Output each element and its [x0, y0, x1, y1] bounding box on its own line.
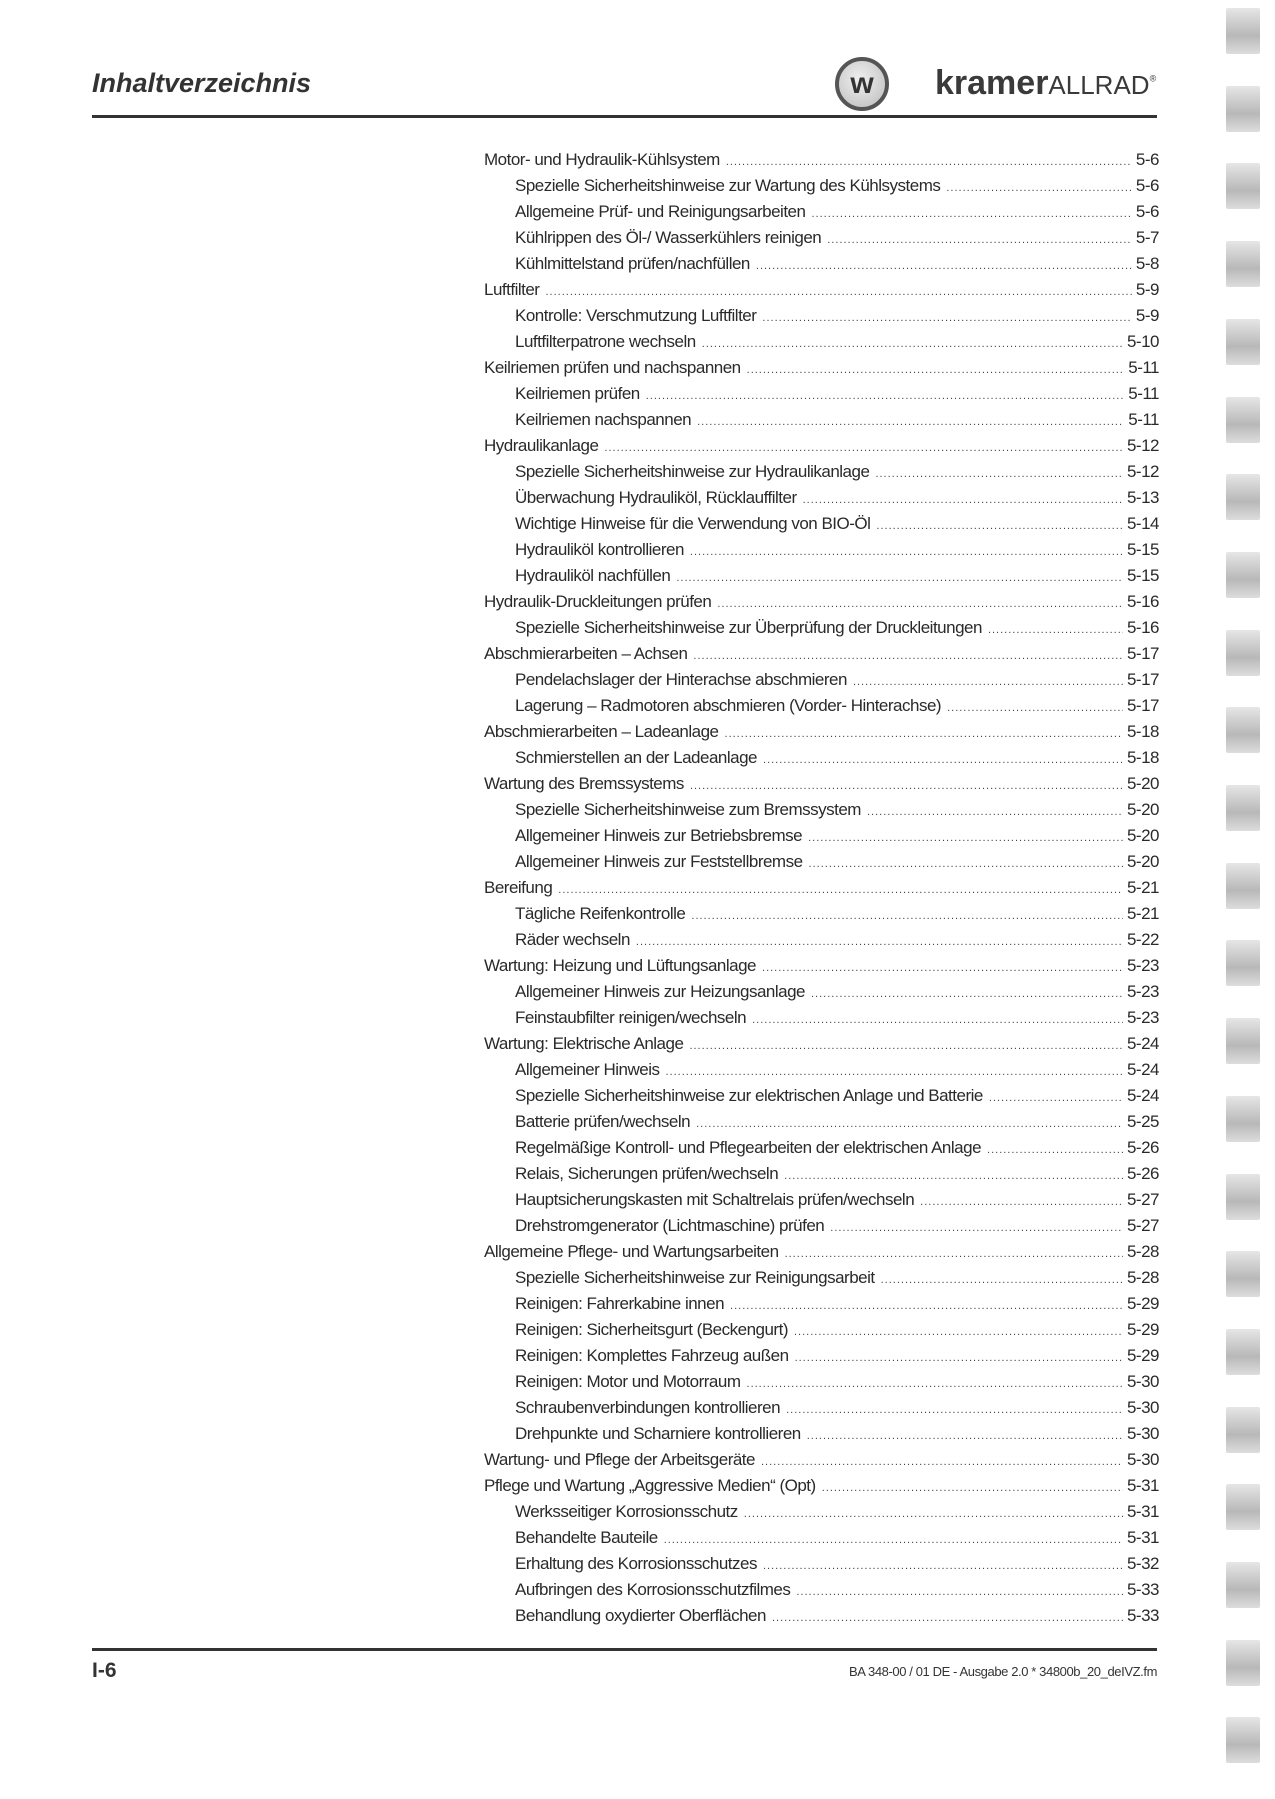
- binder-hole-tab: [1226, 1174, 1260, 1220]
- toc-entry[interactable]: [484, 254, 1159, 280]
- toc-entry-page: 5-21: [1126, 904, 1159, 923]
- toc-entry[interactable]: [484, 1476, 1159, 1502]
- toc-entry-page: 5-20: [1126, 826, 1159, 845]
- toc-entry-title: Werksseitiger Korrosionsschutz: [515, 1502, 738, 1521]
- binder-hole-tab: [1226, 707, 1260, 753]
- toc-entry-page: 5-20: [1126, 774, 1159, 793]
- toc-entry-page: 5-29: [1126, 1346, 1159, 1365]
- dot-leader: [811, 988, 1123, 1000]
- toc-entry-page: 5-17: [1126, 644, 1159, 663]
- dot-leader: [947, 702, 1123, 714]
- toc-entry-page: 5-33: [1126, 1606, 1159, 1625]
- brand-mark: ®: [1149, 73, 1157, 84]
- dot-leader: [796, 1586, 1123, 1598]
- toc-entry-title: Spezielle Sicherheitshinweise zur Überprüfung der Druckleitungen: [515, 618, 982, 637]
- toc-entry[interactable]: [484, 1320, 1159, 1346]
- dot-leader: [744, 1508, 1123, 1520]
- toc-entry-title: Drehpunkte und Scharniere kontrollieren: [515, 1424, 801, 1443]
- toc-entry-page: 5-6: [1135, 176, 1159, 195]
- toc-entry[interactable]: [484, 800, 1159, 826]
- toc-entry-title: Allgemeiner Hinweis zur Betriebsbremse: [515, 826, 803, 845]
- document-reference: BA 348-00 / 01 DE - Ausgabe 2.0 * 34800b_20_deIVZ.fm: [848, 1664, 1157, 1679]
- toc-entry-page: 5-16: [1126, 618, 1159, 637]
- dot-leader: [693, 650, 1123, 662]
- toc-entry[interactable]: [484, 904, 1159, 930]
- toc-entry-title: Keilriemen prüfen und nachspannen: [484, 358, 741, 377]
- dot-leader: [853, 676, 1123, 688]
- toc-entry-page: 5-26: [1126, 1164, 1159, 1183]
- dot-leader: [809, 858, 1123, 870]
- toc-entry-page: 5-17: [1126, 696, 1159, 715]
- toc-entry[interactable]: [484, 202, 1159, 228]
- toc-entry-title: Behandelte Bauteile: [515, 1528, 658, 1547]
- toc-entry[interactable]: [484, 1502, 1159, 1528]
- page-title: Inhaltverzeichnis: [92, 68, 312, 98]
- toc-entry[interactable]: [484, 280, 1159, 306]
- toc-entry-title: Reinigen: Motor und Motorraum: [515, 1372, 741, 1391]
- dot-leader: [747, 364, 1125, 376]
- toc-entry[interactable]: [484, 1424, 1159, 1450]
- binder-hole-tab: [1226, 940, 1260, 986]
- toc-entry-page: 5-12: [1126, 462, 1159, 481]
- toc-entry[interactable]: [484, 358, 1159, 384]
- toc-entry[interactable]: [484, 1372, 1159, 1398]
- dot-leader: [752, 1014, 1123, 1026]
- toc-entry-title: Kühlrippen des Öl-/ Wasserkühlers reinigen: [515, 228, 822, 247]
- table-of-contents: [484, 150, 1159, 1632]
- dot-leader: [730, 1300, 1123, 1312]
- toc-entry[interactable]: [484, 410, 1159, 436]
- toc-entry-page: 5-6: [1135, 150, 1159, 169]
- dot-leader: [807, 1430, 1123, 1442]
- dot-leader: [726, 156, 1132, 168]
- toc-entry[interactable]: [484, 488, 1159, 514]
- toc-entry-title: Bereifung: [484, 878, 553, 897]
- toc-entry-title: Hauptsicherungskasten mit Schaltrelais prüfen/wechseln: [515, 1190, 915, 1209]
- toc-entry[interactable]: [484, 436, 1159, 462]
- toc-entry[interactable]: [484, 1216, 1159, 1242]
- toc-entry-page: 5-23: [1126, 1008, 1159, 1027]
- toc-entry[interactable]: [484, 1060, 1159, 1086]
- dot-leader: [664, 1534, 1123, 1546]
- dot-leader: [989, 1092, 1123, 1104]
- toc-entry-title: Abschmierarbeiten – Ladeanlage: [484, 722, 719, 741]
- toc-entry[interactable]: [484, 176, 1159, 202]
- binder-hole-tab: [1226, 1640, 1260, 1686]
- toc-entry-page: 5-15: [1126, 540, 1159, 559]
- brand-name: [935, 64, 1156, 103]
- toc-entry-title: Wartung: Heizung und Lüftungsanlage: [484, 956, 757, 975]
- toc-entry-page: 5-17: [1126, 670, 1159, 689]
- toc-entry-page: 5-20: [1126, 800, 1159, 819]
- binder-hole-tab: [1226, 397, 1260, 443]
- toc-entry-page: 5-30: [1126, 1424, 1159, 1443]
- toc-entry[interactable]: [484, 722, 1159, 748]
- toc-entry[interactable]: [484, 514, 1159, 540]
- toc-entry[interactable]: [484, 1008, 1159, 1034]
- dot-leader: [676, 572, 1123, 584]
- toc-entry[interactable]: [484, 618, 1159, 644]
- header-rule: [92, 115, 1157, 118]
- toc-entry[interactable]: [484, 852, 1159, 878]
- toc-entry-title: Relais, Sicherungen prüfen/wechseln: [515, 1164, 779, 1183]
- toc-entry-title: Hydraulikanlage: [484, 436, 599, 455]
- toc-entry[interactable]: [484, 1398, 1159, 1424]
- toc-entry[interactable]: [484, 930, 1159, 956]
- toc-entry-title: Pflege und Wartung „Aggressive Medien“ (Opt): [484, 1476, 816, 1495]
- toc-entry[interactable]: [484, 982, 1159, 1008]
- toc-entry-page: 5-29: [1126, 1320, 1159, 1339]
- toc-entry[interactable]: [484, 1346, 1159, 1372]
- toc-entry-title: Keilriemen nachspannen: [515, 410, 692, 429]
- toc-entry[interactable]: [484, 1112, 1159, 1138]
- toc-entry-title: Überwachung Hydrauliköl, Rücklauffilter: [515, 488, 797, 507]
- binder-hole-tab: [1226, 552, 1260, 598]
- dot-leader: [920, 1196, 1123, 1208]
- footer-rule: [92, 1648, 1157, 1651]
- binder-hole-tab: [1226, 319, 1260, 365]
- toc-entry[interactable]: [484, 1580, 1159, 1606]
- toc-entry-page: 5-23: [1126, 956, 1159, 975]
- toc-entry[interactable]: [484, 384, 1159, 410]
- dot-leader: [697, 416, 1124, 428]
- toc-entry[interactable]: [484, 1242, 1159, 1268]
- binder-hole-tab: [1226, 8, 1260, 54]
- toc-entry-title: Keilriemen prüfen: [515, 384, 640, 403]
- toc-entry[interactable]: [484, 1190, 1159, 1216]
- binder-hole-tab: [1226, 1407, 1260, 1453]
- toc-entry-page: 5-6: [1135, 202, 1159, 221]
- toc-entry-page: 5-8: [1135, 254, 1159, 273]
- toc-entry-page: 5-27: [1126, 1190, 1159, 1209]
- toc-entry-page: 5-7: [1135, 228, 1159, 247]
- dot-leader: [763, 1560, 1123, 1572]
- toc-entry-title: Lagerung – Radmotoren abschmieren (Vorder- Hinterachse): [515, 696, 942, 715]
- toc-entry-page: 5-27: [1126, 1216, 1159, 1235]
- toc-entry-page: 5-18: [1126, 722, 1159, 741]
- toc-entry-title: Spezielle Sicherheitshinweise zur Reinigungsarbeit: [515, 1268, 875, 1287]
- dot-leader: [666, 1066, 1123, 1078]
- toc-entry-title: Regelmäßige Kontroll- und Pflegearbeiten der elektrischen Anlage: [515, 1138, 982, 1157]
- toc-entry-title: Hydraulik-Druckleitungen prüfen: [484, 592, 712, 611]
- toc-entry[interactable]: [484, 1554, 1159, 1580]
- dot-leader: [763, 754, 1123, 766]
- dot-leader: [808, 832, 1123, 844]
- toc-entry-page: 5-9: [1135, 280, 1159, 299]
- dot-leader: [604, 442, 1123, 454]
- toc-entry[interactable]: [484, 1606, 1159, 1632]
- toc-entry-title: Hydrauliköl kontrollieren: [515, 540, 684, 559]
- dot-leader: [987, 1144, 1123, 1156]
- toc-entry-page: 5-11: [1128, 358, 1159, 377]
- dot-leader: [811, 208, 1131, 220]
- dot-leader: [988, 624, 1123, 636]
- toc-entry-title: Spezielle Sicherheitshinweise zur Hydraulikanlage: [515, 462, 870, 481]
- toc-entry-page: 5-31: [1126, 1476, 1159, 1495]
- toc-entry[interactable]: [484, 774, 1159, 800]
- dot-leader: [646, 390, 1124, 402]
- toc-entry-page: 5-20: [1126, 852, 1159, 871]
- kramer-logo-icon: [835, 57, 889, 111]
- toc-entry-page: 5-24: [1126, 1060, 1159, 1079]
- toc-entry-title: Spezielle Sicherheitshinweise zur elektrischen Anlage und Batterie: [515, 1086, 983, 1105]
- toc-entry[interactable]: [484, 1086, 1159, 1112]
- binder-hole-tab: [1226, 1484, 1260, 1530]
- toc-entry-title: Allgemeiner Hinweis: [515, 1060, 660, 1079]
- toc-entry-page: 5-33: [1126, 1580, 1159, 1599]
- toc-entry-page: 5-29: [1126, 1294, 1159, 1313]
- dot-leader: [785, 1248, 1123, 1260]
- toc-entry-title: Drehstromgenerator (Lichtmaschine) prüfen: [515, 1216, 825, 1235]
- toc-entry-page: 5-11: [1128, 384, 1159, 403]
- toc-entry-page: 5-22: [1126, 930, 1159, 949]
- binder-hole-tab: [1226, 474, 1260, 520]
- toc-entry-title: Reinigen: Fahrerkabine innen: [515, 1294, 725, 1313]
- toc-entry[interactable]: [484, 748, 1159, 774]
- toc-entry-page: 5-31: [1126, 1528, 1159, 1547]
- toc-entry-page: 5-24: [1126, 1034, 1159, 1053]
- toc-entry-title: Kühlmittelstand prüfen/nachfüllen: [515, 254, 750, 273]
- toc-entry-page: 5-10: [1126, 332, 1159, 351]
- toc-entry-title: Feinstaubfilter reinigen/wechseln: [515, 1008, 747, 1027]
- dot-leader: [762, 312, 1132, 324]
- toc-entry[interactable]: [484, 592, 1159, 618]
- toc-entry[interactable]: [484, 1164, 1159, 1190]
- toc-entry-page: 5-30: [1126, 1372, 1159, 1391]
- logo-letter: w: [850, 67, 874, 100]
- binder-hole-tab: [1226, 86, 1260, 132]
- toc-entry[interactable]: [484, 1294, 1159, 1320]
- toc-entry-page: 5-28: [1126, 1268, 1159, 1287]
- binder-hole-tab: [1226, 1329, 1260, 1375]
- binder-hole-tab: [1226, 241, 1260, 287]
- toc-entry[interactable]: [484, 1450, 1159, 1476]
- dot-leader: [794, 1326, 1123, 1338]
- dot-leader: [876, 520, 1123, 532]
- toc-entry-title: Behandlung oxydierter Oberflächen: [515, 1606, 766, 1625]
- toc-entry[interactable]: [484, 228, 1159, 254]
- dot-leader: [827, 234, 1132, 246]
- toc-entry-title: Schraubenverbindungen kontrollieren: [515, 1398, 781, 1417]
- toc-entry[interactable]: [484, 1268, 1159, 1294]
- dot-leader: [717, 598, 1123, 610]
- toc-entry-title: Reinigen: Sicherheitsgurt (Beckengurt): [515, 1320, 788, 1339]
- dot-leader: [691, 910, 1123, 922]
- binder-hole-tab: [1226, 863, 1260, 909]
- dot-leader: [795, 1352, 1123, 1364]
- toc-entry-title: Erhaltung des Korrosionsschutzes: [515, 1554, 757, 1573]
- toc-entry-title: Wartung- und Pflege der Arbeitsgeräte: [484, 1450, 755, 1469]
- dot-leader: [762, 962, 1123, 974]
- binder-hole-tab: [1226, 1562, 1260, 1608]
- toc-entry[interactable]: [484, 696, 1159, 722]
- toc-entry[interactable]: [484, 462, 1159, 488]
- dot-leader: [690, 546, 1123, 558]
- toc-entry-page: 5-16: [1126, 592, 1159, 611]
- toc-entry-page: 5-25: [1126, 1112, 1159, 1131]
- toc-entry-page: 5-18: [1126, 748, 1159, 767]
- toc-entry-title: Allgemeine Prüf- und Reinigungsarbeiten: [515, 202, 806, 221]
- toc-entry-title: Wartung: Elektrische Anlage: [484, 1034, 684, 1053]
- binder-hole-tab: [1226, 630, 1260, 676]
- toc-entry-page: 5-14: [1126, 514, 1159, 533]
- toc-entry[interactable]: [484, 150, 1159, 176]
- dot-leader: [875, 468, 1123, 480]
- dot-leader: [545, 286, 1131, 298]
- dot-leader: [881, 1274, 1123, 1286]
- brand-bold: kramer: [935, 64, 1049, 102]
- toc-entry[interactable]: [484, 306, 1159, 332]
- binder-hole-tab: [1226, 1717, 1260, 1763]
- toc-entry-page: 5-15: [1126, 566, 1159, 585]
- toc-entry-page: 5-32: [1126, 1554, 1159, 1573]
- toc-entry-page: 5-21: [1126, 878, 1159, 897]
- dot-leader: [558, 884, 1123, 896]
- toc-entry-title: Luftfilterpatrone wechseln: [515, 332, 696, 351]
- toc-entry-page: 5-12: [1126, 436, 1159, 455]
- toc-entry[interactable]: [484, 1528, 1159, 1554]
- page-number: I-6: [92, 1659, 117, 1682]
- toc-entry-page: 5-30: [1126, 1398, 1159, 1417]
- toc-entry-title: Luftfilter: [484, 280, 540, 299]
- toc-entry-title: Spezielle Sicherheitshinweise zur Wartung des Kühlsystems: [515, 176, 941, 195]
- dot-leader: [690, 780, 1123, 792]
- toc-entry-title: Motor- und Hydraulik-Kühlsystem: [484, 150, 720, 169]
- dot-leader: [747, 1378, 1123, 1390]
- toc-entry-title: Schmierstellen an der Ladeanlage: [515, 748, 758, 767]
- toc-entry-page: 5-23: [1126, 982, 1159, 1001]
- toc-entry-title: Hydrauliköl nachfüllen: [515, 566, 671, 585]
- toc-entry[interactable]: [484, 540, 1159, 566]
- toc-entry[interactable]: [484, 1034, 1159, 1060]
- toc-entry[interactable]: [484, 956, 1159, 982]
- toc-entry-title: Abschmierarbeiten – Achsen: [484, 644, 688, 663]
- dot-leader: [786, 1404, 1123, 1416]
- binder-hole-tab: [1226, 785, 1260, 831]
- toc-entry-title: Allgemeiner Hinweis zur Feststellbremse: [515, 852, 803, 871]
- dot-leader: [867, 806, 1123, 818]
- toc-entry-title: Allgemeiner Hinweis zur Heizungsanlage: [515, 982, 805, 1001]
- toc-entry-page: 5-11: [1128, 410, 1159, 429]
- dot-leader: [946, 182, 1132, 194]
- dot-leader: [689, 1040, 1123, 1052]
- dot-leader: [636, 936, 1123, 948]
- toc-entry-title: Batterie prüfen/wechseln: [515, 1112, 691, 1131]
- toc-entry-title: Räder wechseln: [515, 930, 630, 949]
- toc-entry[interactable]: [484, 826, 1159, 852]
- toc-entry-title: Wartung des Bremssystems: [484, 774, 684, 793]
- toc-entry-title: Kontrolle: Verschmutzung Luftfilter: [515, 306, 757, 325]
- dot-leader: [725, 728, 1123, 740]
- toc-entry-page: 5-13: [1126, 488, 1159, 507]
- dot-leader: [761, 1456, 1123, 1468]
- toc-entry[interactable]: [484, 878, 1159, 904]
- toc-entry[interactable]: [484, 670, 1159, 696]
- binder-hole-tab: [1226, 1096, 1260, 1142]
- toc-entry[interactable]: [484, 644, 1159, 670]
- toc-entry-title: Reinigen: Komplettes Fahrzeug außen: [515, 1346, 789, 1365]
- dot-leader: [830, 1222, 1123, 1234]
- toc-entry-page: 5-31: [1126, 1502, 1159, 1521]
- toc-entry-title: Wichtige Hinweise für die Verwendung von BIO-Öl: [515, 514, 871, 533]
- toc-entry-page: 5-9: [1135, 306, 1159, 325]
- binder-hole-tab: [1226, 163, 1260, 209]
- dot-leader: [702, 338, 1123, 350]
- toc-entry[interactable]: [484, 566, 1159, 592]
- toc-entry-title: Aufbringen des Korrosionsschutzfilmes: [515, 1580, 791, 1599]
- dot-leader: [803, 494, 1123, 506]
- binder-hole-tab: [1226, 1018, 1260, 1064]
- dot-leader: [756, 260, 1132, 272]
- toc-entry[interactable]: [484, 1138, 1159, 1164]
- toc-entry-title: Pendelachslager der Hinterachse abschmieren: [515, 670, 847, 689]
- toc-entry-page: 5-24: [1126, 1086, 1159, 1105]
- toc-entry[interactable]: [484, 332, 1159, 358]
- dot-leader: [822, 1482, 1123, 1494]
- toc-entry-title: Spezielle Sicherheitshinweise zum Bremssystem: [515, 800, 861, 819]
- dot-leader: [784, 1170, 1123, 1182]
- toc-entry-title: Tägliche Reifenkontrolle: [515, 904, 686, 923]
- toc-entry-page: 5-28: [1126, 1242, 1159, 1261]
- toc-entry-page: 5-26: [1126, 1138, 1159, 1157]
- toc-entry-title: Allgemeine Pflege- und Wartungsarbeiten: [484, 1242, 779, 1261]
- toc-entry-page: 5-30: [1126, 1450, 1159, 1469]
- dot-leader: [772, 1612, 1123, 1624]
- dot-leader: [696, 1118, 1123, 1130]
- binder-hole-tab: [1226, 1251, 1260, 1297]
- brand-light: ALLRAD: [1048, 70, 1150, 100]
